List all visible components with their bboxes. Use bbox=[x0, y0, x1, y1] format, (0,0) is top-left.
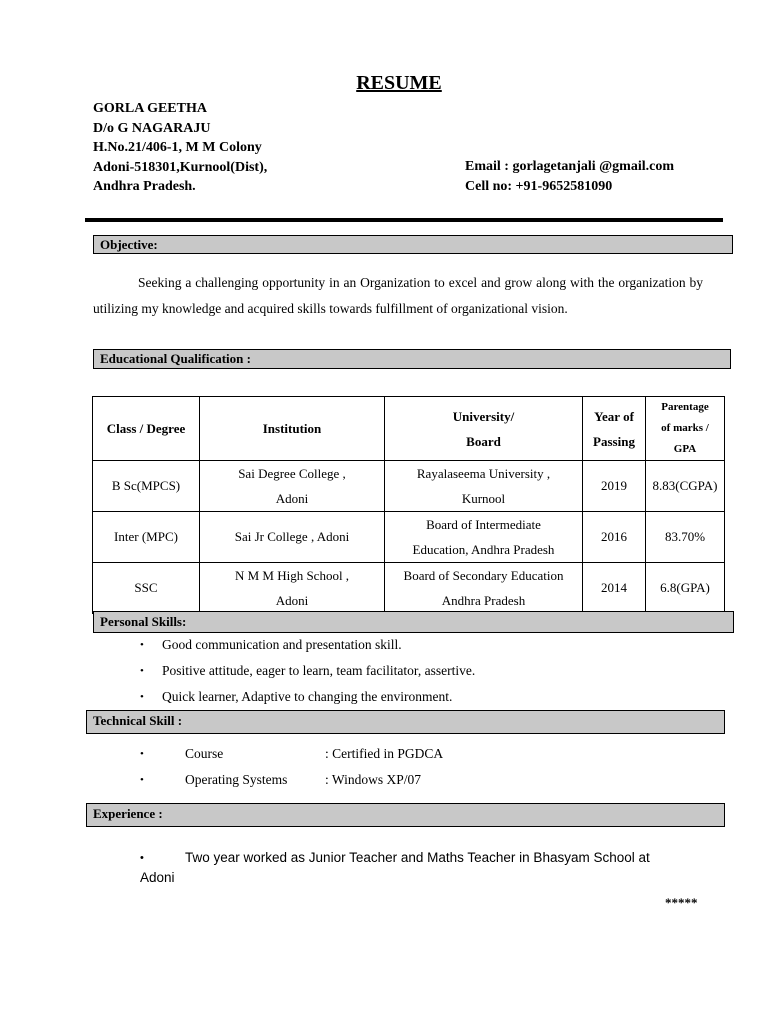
email-text: Email : gorlagetanjali @gmail.com bbox=[465, 159, 674, 174]
cell-university: Rayalaseema University , Kurnool bbox=[385, 461, 583, 512]
experience-heading: Experience : bbox=[86, 803, 725, 827]
table-row bbox=[93, 461, 725, 512]
bullet-icon: • bbox=[140, 852, 144, 864]
cell-class: Inter (MPC) bbox=[93, 512, 200, 563]
bullet-icon: • bbox=[140, 774, 144, 786]
table-header-row bbox=[93, 397, 725, 461]
cell-year: 2019 bbox=[583, 461, 646, 512]
list-item: • Two year worked as Junior Teacher and Maths Teacher in Bhasyam School at bbox=[140, 848, 650, 868]
bullet-icon: • bbox=[140, 691, 144, 703]
table-row bbox=[93, 512, 725, 563]
skill-label: Operating Systems bbox=[185, 772, 288, 787]
bullet-icon: • bbox=[140, 639, 144, 651]
address-block bbox=[93, 99, 267, 197]
header-marks: Parentage of marks / GPA bbox=[646, 397, 725, 461]
cell-text: Cell no: +91-9652581090 bbox=[465, 178, 613, 194]
house-address: H.No.21/406-1, M M Colony bbox=[93, 140, 262, 155]
education-heading: Educational Qualification : bbox=[93, 349, 731, 369]
city-address: Adoni-518301,Kurnool(Dist), bbox=[93, 159, 268, 175]
state-address: Andhra Pradesh. bbox=[93, 179, 196, 194]
header-year: Year of Passing bbox=[583, 397, 646, 461]
cell-institution: Sai Jr College , Adoni bbox=[200, 512, 385, 563]
experience-text: • Two year worked as Junior Teacher and Maths Teacher in Bhasyam School at Adoni bbox=[140, 850, 650, 885]
header-institution: Institution bbox=[200, 397, 385, 461]
cell-university: Board of Intermediate Education, Andhra Pradesh bbox=[385, 512, 583, 563]
cell-class: B Sc(MPCS) bbox=[93, 461, 200, 512]
resume-title: RESUME bbox=[356, 72, 442, 94]
cell-institution: Sai Degree College , Adoni bbox=[200, 461, 385, 512]
cell-marks: 83.70% bbox=[646, 512, 725, 563]
bullet-icon: • bbox=[140, 748, 144, 760]
header-divider bbox=[85, 218, 723, 222]
cell-year: 2014 bbox=[583, 563, 646, 614]
cell-year: 2016 bbox=[583, 512, 646, 563]
candidate-name: GORLA GEETHA bbox=[93, 101, 207, 116]
footer-stars: ***** bbox=[665, 895, 698, 910]
list-item: • Quick learner, Adaptive to changing the environment. bbox=[140, 684, 475, 710]
cell-marks: 8.83(CGPA) bbox=[646, 461, 725, 512]
technical-skill-heading: Technical Skill : bbox=[86, 710, 725, 734]
list-item: • Good communication and presentation skill. bbox=[140, 632, 475, 658]
parent-name: D/o G NAGARAJU bbox=[93, 120, 211, 136]
bullet-icon: • bbox=[140, 665, 144, 677]
personal-skills-heading: Personal Skills: bbox=[93, 611, 734, 633]
cell-marks: 6.8(GPA) bbox=[646, 563, 725, 614]
education-table bbox=[92, 396, 725, 614]
contact-block bbox=[465, 157, 674, 196]
skill-value: : Windows XP/07 bbox=[325, 772, 421, 787]
skill-value: : Certified in PGDCA bbox=[325, 746, 444, 761]
personal-skills-list bbox=[140, 632, 475, 710]
header-university: University/ Board bbox=[385, 397, 583, 461]
list-item: • Positive attitude, eager to learn, team facilitator, assertive. bbox=[140, 658, 475, 684]
objective-body: Seeking a challenging opportunity in an Organization to excel and grow along with the organization by utilizing my knowledge and acquired skills towards fulfillment of organizational vision. bbox=[93, 275, 703, 316]
table-row bbox=[93, 563, 725, 614]
cell-institution: N M M High School , Adoni bbox=[200, 563, 385, 614]
objective-heading: Objective: bbox=[93, 235, 733, 254]
cell-class: SSC bbox=[93, 563, 200, 614]
cell-university: Board of Secondary Education Andhra Pradesh bbox=[385, 563, 583, 614]
header-class: Class / Degree bbox=[93, 397, 200, 461]
objective-text bbox=[93, 270, 703, 321]
skill-label: Course bbox=[185, 746, 224, 761]
